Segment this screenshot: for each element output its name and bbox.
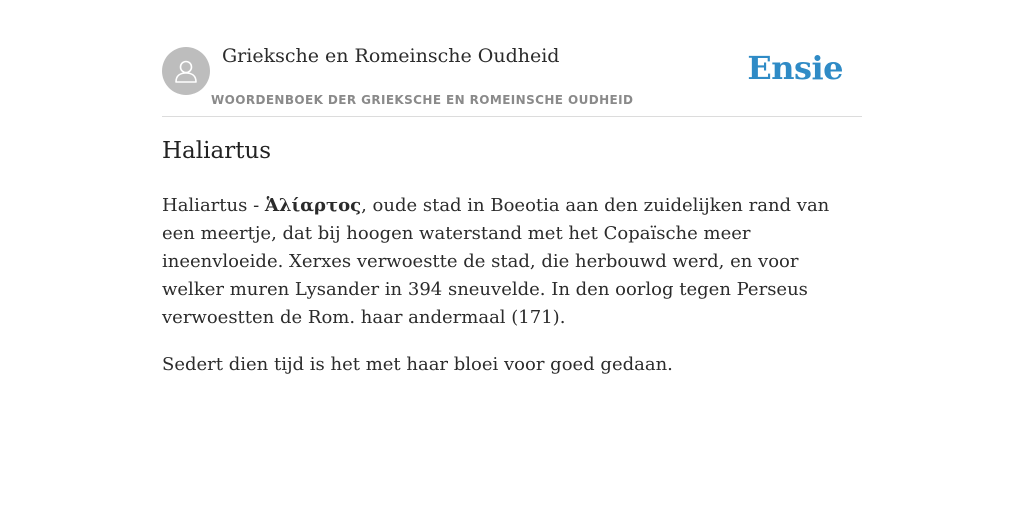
article-paragraph: Sedert dien tijd is het met haar bloei voor goed gedaan. — [162, 354, 673, 375]
source-title-link[interactable]: Grieksche en Romeinsche Oudheid — [222, 45, 560, 67]
greek-term: Ἁλίαρτος — [264, 195, 362, 216]
avatar[interactable] — [162, 47, 210, 95]
header — [162, 40, 862, 117]
paragraph-rest: , oude stad in Boeotia aan den zuidelijken rand van een meertje, dat bij hoogen waterstand met het Copaïsche meer ineenvloeide. Xerxes verwoestte de stad, die herbouwd werd, en voor welker muren Lysander in 394 sneuvelde. In den oorlog tegen Perseus verwoestten de Rom. haar andermaal (171). — [162, 195, 830, 328]
user-icon — [172, 57, 200, 85]
ensie-logo[interactable]: Ensie — [747, 49, 843, 87]
article-paragraph — [162, 192, 862, 332]
article-title: Haliartus — [162, 138, 272, 164]
paragraph-lead: Haliartus - — [162, 195, 265, 216]
source-subtitle: WOORDENBOEK DER GRIEKSCHE EN ROMEINSCHE OUDHEID — [211, 93, 634, 107]
article-body — [162, 192, 862, 398]
